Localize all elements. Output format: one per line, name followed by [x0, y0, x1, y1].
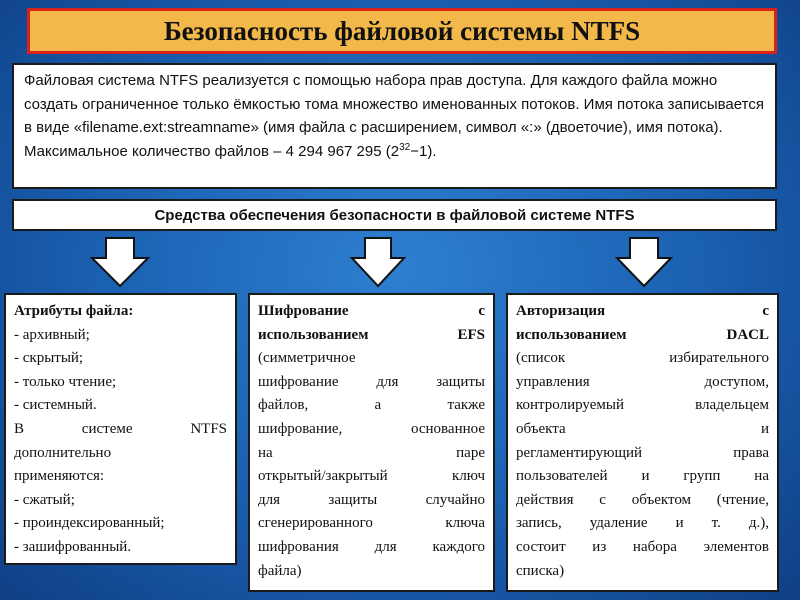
efs-text-line: файлов, а также	[258, 397, 485, 414]
slide-title-text: Безопасность файловой системы NTFS	[163, 15, 641, 46]
dacl-text-line: запись, удаление и т. д.),	[516, 515, 769, 532]
down-arrow-icon	[350, 236, 406, 288]
intro-text-tail: −1).	[410, 142, 437, 160]
file-attributes-box	[4, 293, 237, 565]
attribute-extra-item: - зашифрованный.	[14, 538, 132, 555]
efs-text-line: шифрование для защиты	[258, 373, 485, 390]
dacl-text-line: (список избирательного	[516, 350, 769, 367]
intro-text-box	[12, 63, 777, 189]
dacl-text-line: регламентирующий права	[516, 444, 769, 461]
dacl-heading-line: Авторизация с	[516, 303, 769, 319]
efs-heading-line: использованием EFS	[258, 326, 485, 343]
attributes-note-line: применяются:	[14, 468, 105, 485]
dacl-heading-line: использованием DACL	[516, 326, 769, 343]
dacl-text-line: управления доступом,	[516, 373, 769, 390]
attribute-item: - архивный;	[14, 326, 90, 343]
efs-text-line: для защиты случайно	[258, 491, 485, 508]
efs-text-line: шифрования для каждого	[258, 538, 485, 555]
efs-heading-line: Шифрование с	[258, 303, 485, 319]
efs-text-line: на паре	[258, 444, 485, 461]
security-means-header-text: Средства обеспечения безопасности в файловой системе NTFS	[154, 206, 635, 224]
efs-text-line: шифрование, основанное	[258, 420, 485, 437]
intro-text: Файловая система NTFS реализуется с помощью набора прав доступа. Для каждого файла можно создать ограниченное только ёмкостью тома множество именованных потоков. Имя потока записывается в виде «filename.ext:streamname» (имя файла с расширением, символ «:» (двоеточие), имя потока). Максимальное количество файлов – 4 294 967 295 (2	[24, 72, 764, 160]
efs-text-line: (симметричное	[258, 350, 356, 367]
dacl-text-line: состоит из набора элементов	[516, 538, 769, 555]
dacl-authorization-box	[506, 293, 779, 592]
attribute-item: - только чтение;	[14, 373, 117, 390]
dacl-text-line: списка)	[516, 562, 565, 579]
down-arrow-icon	[90, 236, 150, 288]
security-means-header	[12, 199, 777, 231]
attributes-note-line: В системе NTFS	[14, 420, 227, 437]
attribute-extra-item: - проиндексированный;	[14, 515, 165, 532]
attribute-item: - системный.	[14, 397, 97, 414]
efs-text-line: сгенерированного ключа	[258, 515, 485, 532]
down-arrow-icon	[615, 236, 673, 288]
dacl-text-line: объекта и	[516, 420, 769, 437]
attribute-extra-item: - сжатый;	[14, 491, 75, 508]
intro-exponent: 32	[399, 141, 411, 153]
efs-encryption-box	[248, 293, 495, 592]
dacl-text-line: контролируемый владельцем	[516, 397, 769, 414]
efs-text-line: файла)	[258, 562, 302, 579]
dacl-text-line: действия с объектом (чтение,	[516, 491, 769, 508]
file-attributes-heading: Атрибуты файла:	[14, 303, 134, 319]
slide-title	[27, 8, 777, 54]
dacl-text-line: пользователей и групп на	[516, 468, 769, 485]
efs-text-line: открытый/закрытый ключ	[258, 468, 485, 485]
attributes-note-line: дополнительно	[14, 444, 112, 461]
attribute-item: - скрытый;	[14, 350, 84, 367]
